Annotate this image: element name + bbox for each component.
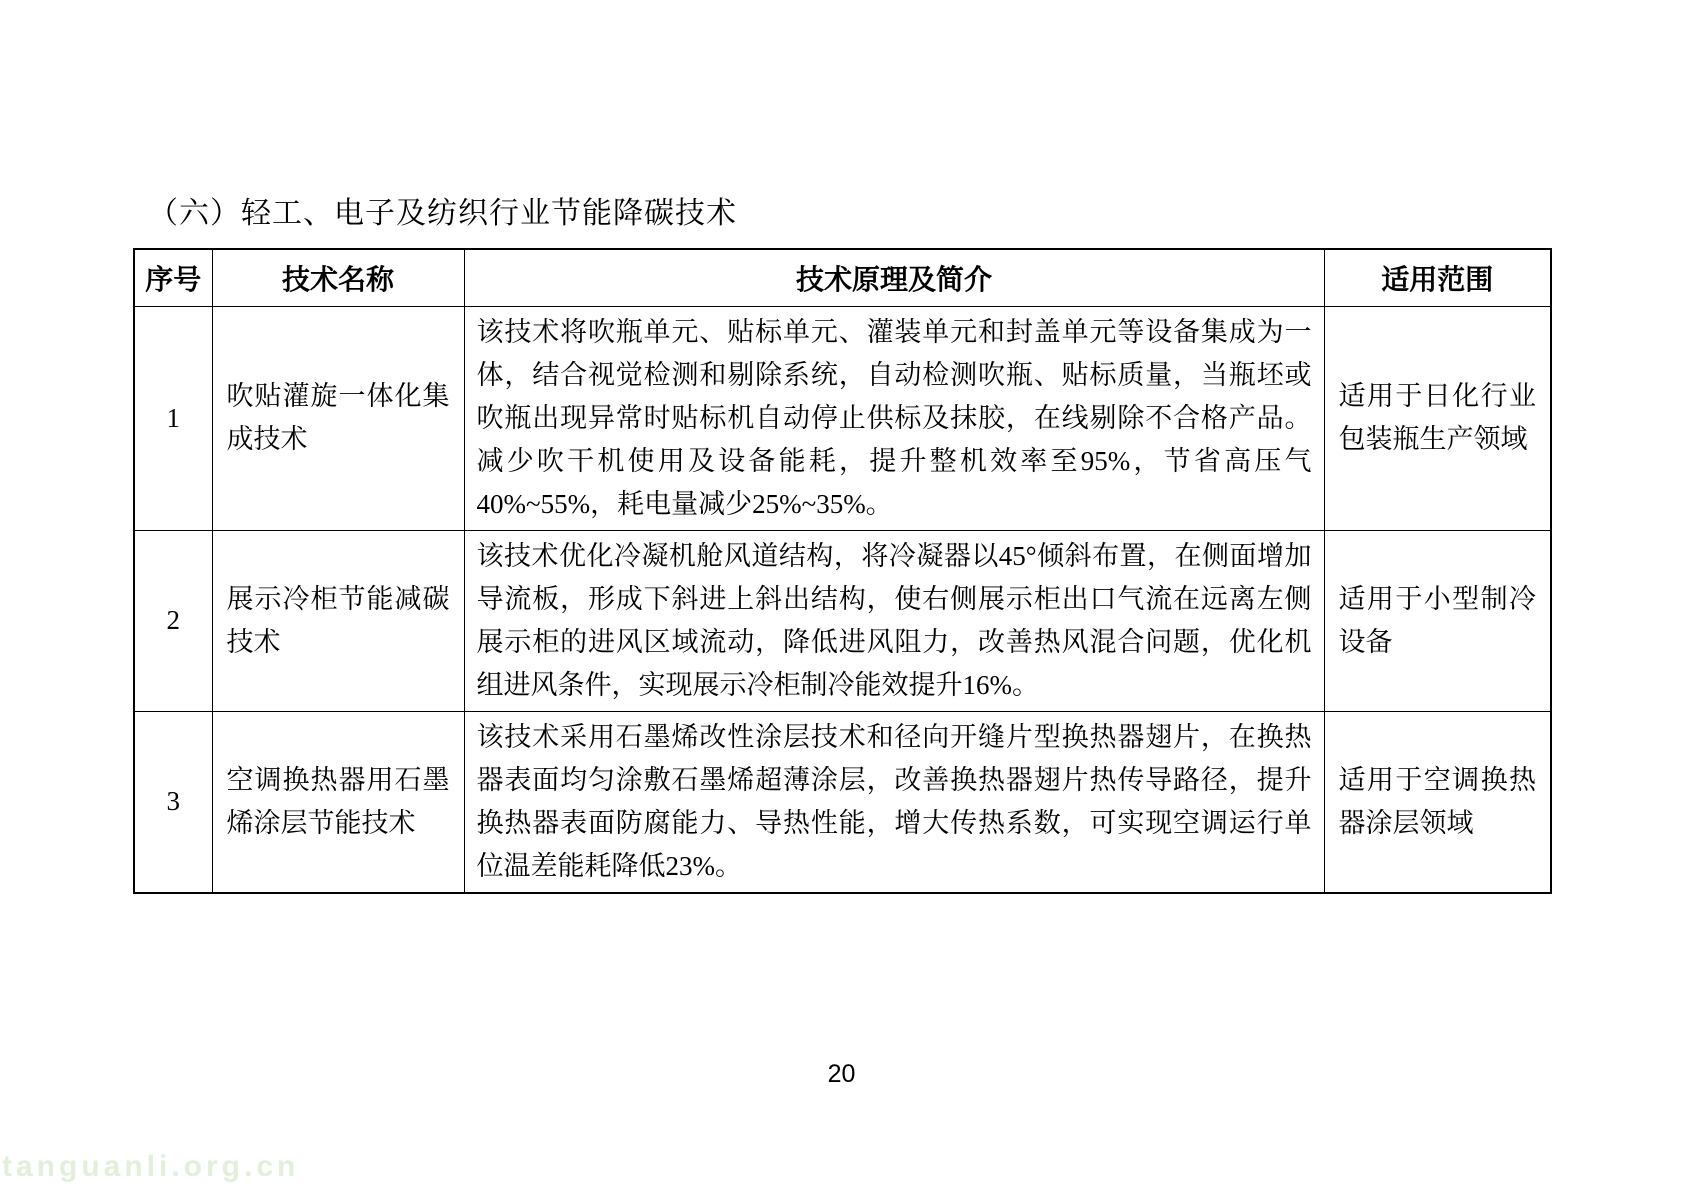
technology-description: 该技术采用石墨烯改性涂层技术和径向开缝片型换热器翅片，在换热器表面均匀涂敷石墨烯超薄涂层，改善换热器翅片热传导路径，提升换热器表面防腐能力、导热性能，增大传热系数，可实现空调运行单位温差能耗降低23%。 <box>464 711 1324 893</box>
technology-description: 该技术优化冷凝机舱风道结构，将冷凝器以45°倾斜布置，在侧面增加导流板，形成下斜进上斜出结构，使右侧展示柜出口气流在远离左侧展示柜的进风区域流动，降低进风阻力，改善热风混合问题，优化机组进风条件，实现展示冷柜制冷能效提升16%。 <box>464 530 1324 711</box>
technology-description: 该技术将吹瓶单元、贴标单元、灌装单元和封盖单元等设备集成为一体，结合视觉检测和剔除系统，自动检测吹瓶、贴标质量，当瓶坯或吹瓶出现异常时贴标机自动停止供标及抹胶，在线剔除不合格产品。减少吹干机使用及设备能耗，提升整机效率至95%，节省高压气40%~55%，耗电量减少25%~35%。 <box>464 306 1324 530</box>
technology-scope: 适用于空调换热器涂层领域 <box>1324 711 1551 893</box>
row-index: 2 <box>134 530 212 711</box>
technology-name: 空调换热器用石墨烯涂层节能技术 <box>212 711 464 893</box>
table-row <box>134 711 1551 893</box>
table-row <box>134 530 1551 711</box>
table-header-row <box>134 249 1551 306</box>
row-index: 3 <box>134 711 212 893</box>
section-title: （六）轻工、电子及纺织行业节能降碳技术 <box>148 197 737 230</box>
watermark-text: tanguanli.org.cn <box>2 1150 300 1183</box>
column-header-scope: 适用范围 <box>1324 249 1551 306</box>
technology-name: 吹贴灌旋一体化集成技术 <box>212 306 464 530</box>
table-row <box>134 306 1551 530</box>
column-header-description: 技术原理及简介 <box>464 249 1324 306</box>
column-header-name: 技术名称 <box>212 249 464 306</box>
technology-scope: 适用于小型制冷设备 <box>1324 530 1551 711</box>
technology-name: 展示冷柜节能减碳技术 <box>212 530 464 711</box>
technology-table <box>133 248 1552 894</box>
column-header-index: 序号 <box>134 249 212 306</box>
technology-scope: 适用于日化行业包装瓶生产领域 <box>1324 306 1551 530</box>
page-number: 20 <box>827 1060 856 1088</box>
row-index: 1 <box>134 306 212 530</box>
